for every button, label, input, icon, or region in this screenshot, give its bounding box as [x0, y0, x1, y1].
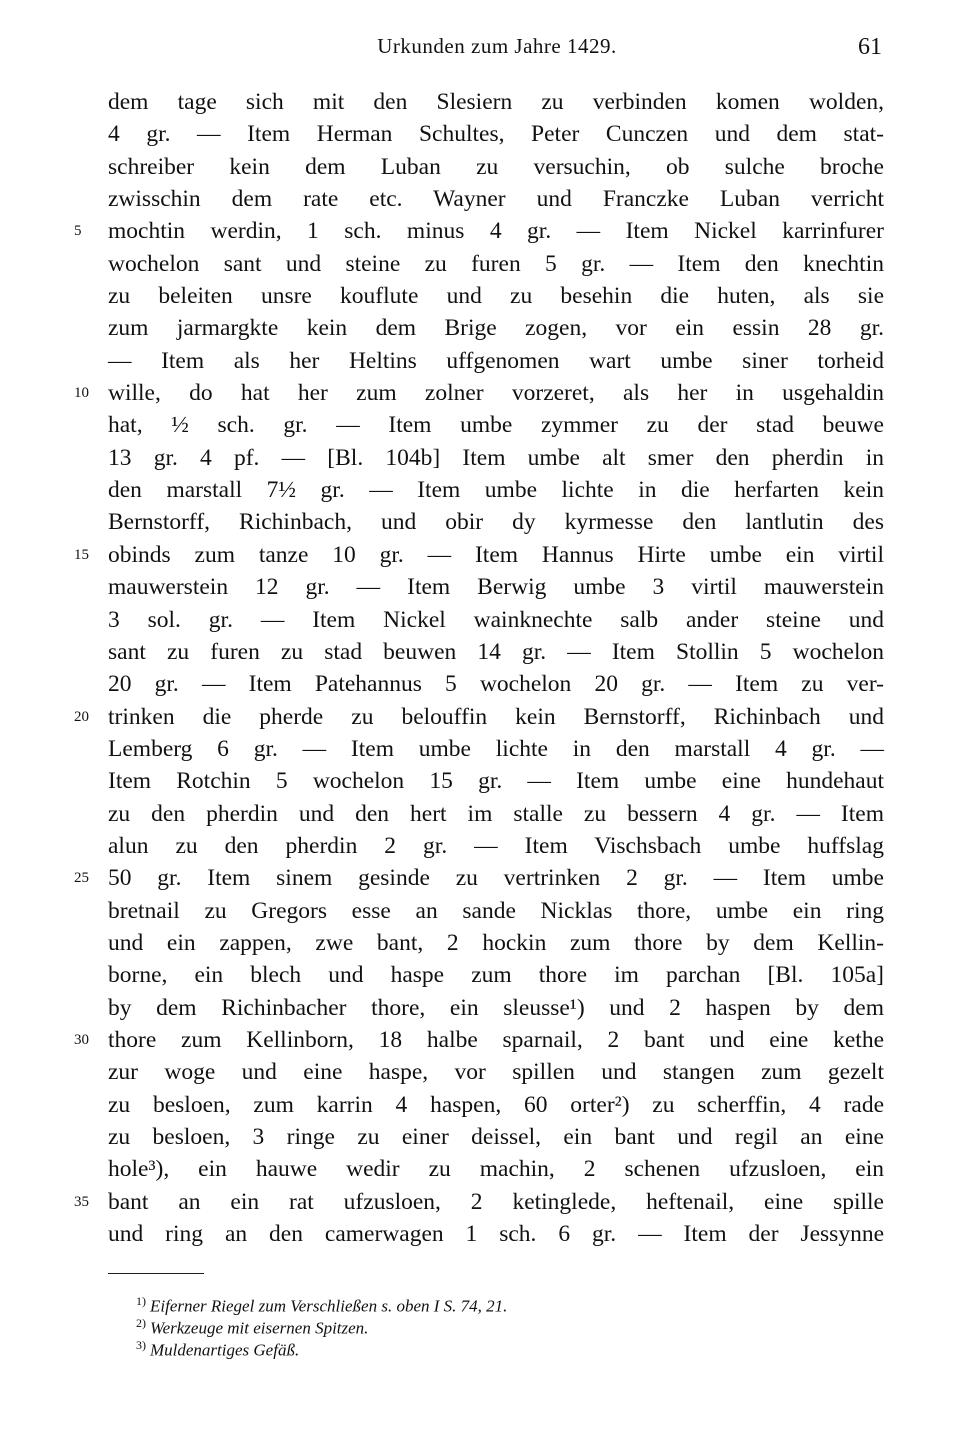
- text-line: [108, 1089, 884, 1121]
- text-line: [108, 183, 884, 215]
- footnotes: [136, 1290, 856, 1360]
- text-line: [74, 1186, 884, 1218]
- line-text: zu den pherdin und den hert im stalle zu bessern 4 gr. — Item: [108, 800, 884, 827]
- line-text: wille, do hat her zum zolner vorzeret, als her in usgehaldin: [108, 380, 884, 407]
- text-line: [108, 151, 884, 183]
- line-text: 20 gr. — Item Patehannus 5 wochelon 20 gr. — Item zu ver-: [108, 671, 884, 698]
- footnote-rule: [108, 1273, 204, 1274]
- footnote-mark: 1): [136, 1294, 146, 1308]
- running-head: [108, 34, 886, 64]
- line-text: — Item als her Heltins uffgenomen wart umbe siner torheid: [108, 347, 884, 374]
- text-line: [74, 862, 884, 894]
- line-text: zwisschin dem rate etc. Wayner und Franczke Luban verricht: [108, 186, 884, 213]
- body-text: [74, 86, 884, 1250]
- line-text: alun zu den pherdin 2 gr. — Item Vischsbach umbe huffslag: [108, 832, 884, 859]
- line-number: 25: [74, 870, 89, 887]
- line-text: den marstall 7½ gr. — Item umbe lichte in die herfarten kein: [108, 477, 884, 504]
- line-number: 30: [74, 1031, 89, 1048]
- text-line: [108, 409, 884, 441]
- text-line: [74, 701, 884, 733]
- line-text: mauwerstein 12 gr. — Item Berwig umbe 3 virtil mauwerstein: [108, 574, 884, 601]
- text-line: [108, 118, 884, 150]
- footnote-text: Werkzeuge mit eisernen Spitzen.: [150, 1318, 369, 1338]
- text-line: [108, 1121, 884, 1153]
- line-text: und ein zappen, zwe bant, 2 hockin zum thore by dem Kellin-: [108, 929, 884, 956]
- line-text: thore zum Kellinborn, 18 halbe sparnail, 2 bant und eine kethe: [108, 1026, 884, 1053]
- line-text: obinds zum tanze 10 gr. — Item Hannus Hirte umbe ein virtil: [108, 541, 884, 568]
- text-line: [108, 506, 884, 538]
- line-text: und ring an den camerwagen 1 sch. 6 gr. — Item der Jessynne: [108, 1221, 884, 1248]
- footnote-mark: 2): [136, 1316, 146, 1330]
- text-line: [74, 539, 884, 571]
- text-line: [108, 248, 884, 280]
- text-line: [108, 571, 884, 603]
- line-number: 20: [74, 708, 89, 725]
- text-line: [108, 733, 884, 765]
- line-text: bant an ein rat ufzusloen, 2 ketinglede, heftenail, eine spille: [108, 1188, 884, 1215]
- line-text: zum jarmargkte kein dem Brige zogen, vor ein essin 28 gr.: [108, 315, 884, 342]
- text-line: [74, 215, 884, 247]
- text-line: [108, 1153, 884, 1185]
- text-line: [108, 927, 884, 959]
- line-text: hole³), ein hauwe wedir zu machin, 2 schenen ufzusloen, ein: [108, 1156, 884, 1183]
- line-text: 3 sol. gr. — Item Nickel wainknechte salb ander steine und: [108, 606, 884, 633]
- line-text: sant zu furen zu stad beuwen 14 gr. — Item Stollin 5 wochelon: [108, 638, 884, 665]
- text-line: [108, 636, 884, 668]
- line-number: 15: [74, 546, 89, 563]
- footnote-text: Eiferner Riegel zum Verschließen s. oben I S. 74, 21.: [150, 1296, 508, 1316]
- text-line: [108, 1056, 884, 1088]
- line-text: Lemberg 6 gr. — Item umbe lichte in den marstall 4 gr. —: [108, 735, 884, 762]
- line-text: zur woge und eine haspe, vor spillen und stangen zum gezelt: [108, 1059, 884, 1086]
- footnote-mark: 3): [136, 1338, 146, 1352]
- text-line: [108, 312, 884, 344]
- footnote: [136, 1334, 856, 1360]
- line-text: 13 gr. 4 pf. — [Bl. 104b] Item umbe alt smer den pherdin in: [108, 444, 884, 471]
- text-line: [108, 280, 884, 312]
- line-text: 4 gr. — Item Herman Schultes, Peter Cunczen und dem stat-: [108, 121, 884, 148]
- line-text: bretnail zu Gregors esse an sande Nicklas thore, umbe ein ring: [108, 897, 884, 924]
- line-text: hat, ½ sch. gr. — Item umbe zymmer zu der stad beuwe: [108, 412, 884, 439]
- line-text: zu beleiten unsre kouflute und zu besehin die huten, als sie: [108, 283, 884, 310]
- line-text: Item Rotchin 5 wochelon 15 gr. — Item umbe eine hundehaut: [108, 768, 884, 795]
- page-number: 61: [858, 34, 882, 60]
- text-line: [108, 86, 884, 118]
- line-number: 10: [74, 385, 89, 402]
- text-line: [74, 377, 884, 409]
- text-line: [108, 1218, 884, 1250]
- footnote: [136, 1290, 856, 1316]
- text-line: [108, 959, 884, 991]
- line-text: by dem Richinbacher thore, ein sleusse¹) und 2 haspen by dem: [108, 994, 884, 1021]
- text-line: [108, 345, 884, 377]
- line-text: wochelon sant und steine zu furen 5 gr. — Item den knechtin: [108, 250, 884, 277]
- footnote-text: Muldenartiges Gefäß.: [150, 1340, 300, 1360]
- line-text: schreiber kein dem Luban zu versuchin, ob sulche broche: [108, 153, 884, 180]
- line-text: Bernstorff, Richinbach, und obir dy kyrmesse den lantlutin des: [108, 509, 884, 536]
- line-text: dem tage sich mit den Slesiern zu verbinden komen wolden,: [108, 89, 884, 115]
- line-text: zu besloen, 3 ringe zu einer deissel, ein bant und regil an eine: [108, 1124, 884, 1150]
- text-line: [108, 604, 884, 636]
- text-line: [108, 798, 884, 830]
- line-number: 5: [74, 223, 82, 240]
- line-text: 50 gr. Item sinem gesinde zu vertrinken 2 gr. — Item umbe: [108, 865, 884, 892]
- text-line: [108, 992, 884, 1024]
- text-line: [108, 895, 884, 927]
- text-line: [108, 668, 884, 700]
- text-line: [108, 765, 884, 797]
- text-line: [74, 1024, 884, 1056]
- line-text: trinken die pherde zu belouffin kein Bernstorff, Richinbach und: [108, 703, 884, 730]
- running-title: Urkunden zum Jahre 1429.: [377, 34, 617, 58]
- line-text: mochtin werdin, 1 sch. minus 4 gr. — Item Nickel karrinfurer: [108, 218, 884, 245]
- line-text: zu besloen, zum karrin 4 haspen, 60 orter²) zu scherffin, 4 rade: [108, 1091, 884, 1118]
- line-number: 35: [74, 1193, 89, 1210]
- text-line: [108, 474, 884, 506]
- text-line: [108, 830, 884, 862]
- line-text: borne, ein blech und haspe zum thore im parchan [Bl. 105a]: [108, 962, 884, 989]
- text-line: [108, 442, 884, 474]
